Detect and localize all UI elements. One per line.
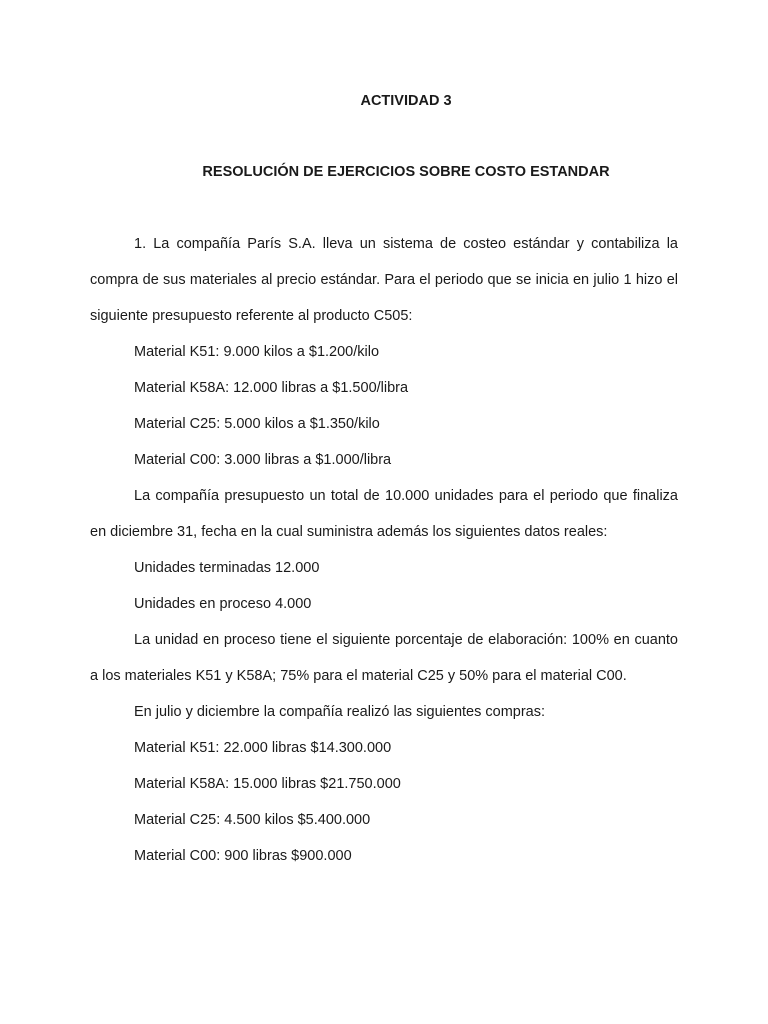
actual-data-item: Unidades en proceso 4.000 [134,596,312,612]
document-body [90,226,678,874]
activity-title: ACTIVIDAD 3 [360,93,452,109]
purchase-item: Material K58A: 15.000 libras $21.750.000 [134,776,401,792]
actual-data-item: Unidades terminadas 12.000 [134,560,320,576]
purchase-item: Material C00: 900 libras $900.000 [134,848,352,864]
budget-paragraph: La compañía presupuesto un total de 10.000 unidades para el periodo que finaliza en diciembre 31, fecha en la cual suministra además los siguientes datos reales: [90,488,678,540]
purchase-item: Material C25: 4.500 kilos $5.400.000 [134,812,371,828]
budget-item: Material K51: 9.000 kilos a $1.200/kilo [134,344,380,360]
budget-item: Material K58A: 12.000 libras a $1.500/libra [134,380,409,396]
budget-item: Material C00: 3.000 libras a $1.000/libra [134,452,392,468]
purchases-intro: En julio y diciembre la compañía realizó las siguientes compras: [134,704,546,720]
budget-item: Material C25: 5.000 kilos a $1.350/kilo [134,416,380,432]
intro-paragraph: 1. La compañía París S.A. lleva un sistema de costeo estándar y contabiliza la compra de sus materiales al precio estándar. Para el periodo que se inicia en julio 1 hizo el siguiente presupuesto referente al producto C505: [90,236,678,324]
purchase-item: Material K51: 22.000 libras $14.300.000 [134,740,392,756]
subject-title: RESOLUCIÓN DE EJERCICIOS SOBRE COSTO ESTANDAR [202,164,610,180]
process-paragraph: La unidad en proceso tiene el siguiente porcentaje de elaboración: 100% en cuanto a los materiales K51 y K58A; 75% para el material C25 y 50% para el material C00. [90,632,678,684]
